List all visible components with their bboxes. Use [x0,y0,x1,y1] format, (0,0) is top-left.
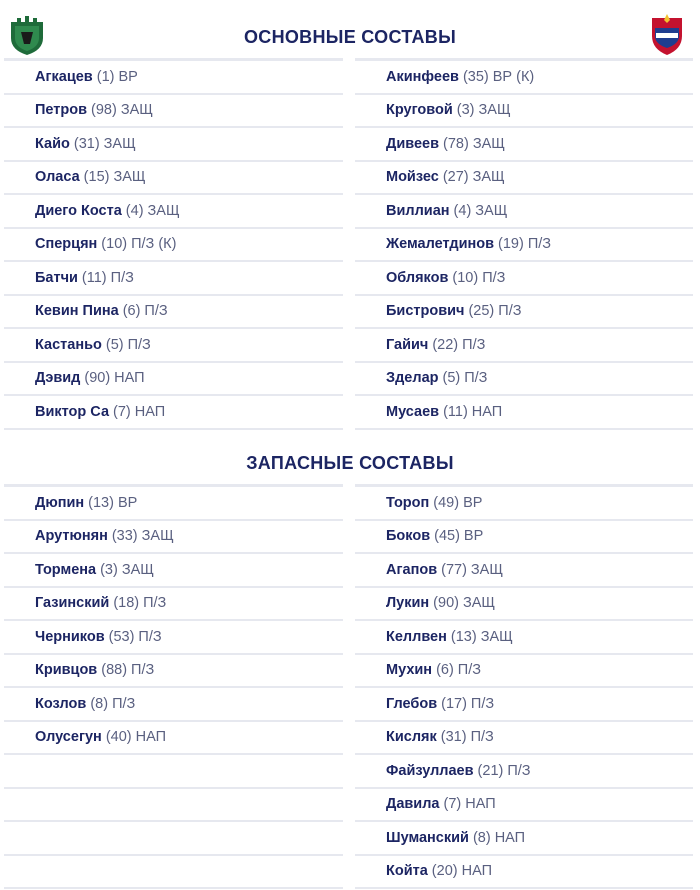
player-position: ЗАЩ [103,135,136,152]
player-position: ЗАЩ [470,561,503,578]
player-name: Дэвид [35,370,81,387]
player-position: П/З [143,595,167,612]
player-name: Жемалетдинов [386,236,495,253]
player-row [4,229,343,263]
player-number: (45) [434,528,460,545]
player-name: Газинский [35,595,110,612]
player-row [4,588,343,622]
player-position: ЗАЩ [462,595,495,612]
player-row [355,688,693,722]
player-row [355,822,693,856]
player-name: Круговой [386,102,453,119]
player-position: П/З [127,336,151,353]
player-name: Файзуллаев [386,762,474,779]
subs-home-list [4,484,343,889]
player-position: ЗАЩ [120,102,153,119]
player-number: (19) [498,236,524,253]
player-name: Агкацев [35,68,93,85]
player-number: (49) [433,494,460,511]
player-number: (90) [84,370,111,387]
player-row [4,296,343,330]
player-position: П/З [464,370,488,387]
player-name: Козлов [35,695,87,712]
player-number: (40) [105,729,132,746]
player-number: (11) [443,403,468,420]
player-row [355,487,693,521]
player-name: Петров [35,102,88,119]
player-row [4,396,343,430]
player-name: Дивеев [386,135,440,152]
player-name: Агапов [386,561,438,578]
player-name: Виллиан [386,202,450,219]
player-position: ВР (К) [492,68,535,85]
player-name: Батчи [35,269,78,286]
player-row [4,688,343,722]
player-name: Мухин [386,662,433,679]
player-position: ЗАЩ [478,102,511,119]
player-row [355,554,693,588]
player-position: ЗАЩ [472,135,505,152]
player-position: ЗАЩ [472,169,505,186]
player-position: НАП [471,403,503,420]
player-position: П/З [482,269,506,286]
player-row [355,195,693,229]
player-row [355,621,693,655]
player-row [4,128,343,162]
player-name: Кевин Пина [35,303,119,320]
player-name: Оласа [35,169,80,186]
player-row [355,363,693,397]
player-row [4,655,343,689]
player-row [355,329,693,363]
player-number: (6) [436,662,454,679]
player-position: НАП [135,729,167,746]
player-number: (78) [443,135,469,152]
player-number: (7) [443,796,462,813]
player-position: НАП [465,796,496,813]
player-row [4,487,343,521]
player-number: (3) [456,102,475,119]
player-position: ЗАЩ [147,202,180,219]
player-number: (1) [96,68,115,85]
player-row [4,162,343,196]
player-row [4,554,343,588]
player-row [355,162,693,196]
starting-home-list [4,58,343,430]
player-number: (10) [101,236,128,253]
player-row [4,521,343,555]
player-name: Гайич [386,336,429,353]
player-number: (3) [100,561,118,578]
player-row [355,655,693,689]
player-position: НАП [494,829,526,846]
player-number: (5) [442,370,461,387]
player-number: (31) [73,135,100,152]
starting-away-list [355,58,693,430]
player-row [355,128,693,162]
player-number: (98) [91,102,117,119]
player-row [4,61,343,95]
player-row [355,755,693,789]
player-row [355,856,693,890]
player-number: (33) [111,528,138,545]
player-row [4,755,343,789]
player-name: Келлвен [386,628,447,645]
player-position: П/З [144,303,168,320]
player-position: НАП [461,863,492,880]
player-position: ВР [463,494,483,511]
player-number: (8) [472,829,491,846]
player-name: Олусегун [35,729,102,746]
player-name: Арутюнян [35,528,108,545]
player-number: (4) [453,202,472,219]
player-position: П/З (К) [131,236,177,253]
player-name: Дюпин [35,494,85,511]
player-name: Давила [386,796,440,813]
player-position: ЗАЩ [475,202,508,219]
player-row [355,588,693,622]
player-row [4,621,343,655]
player-name: Лукин [386,595,430,612]
player-name: Шуманский [386,829,469,846]
player-number: (4) [125,202,144,219]
player-name: Кайо [35,135,70,152]
player-row [355,262,693,296]
player-number: (27) [442,169,469,186]
player-number: (20) [431,863,458,880]
player-name: Мойзес [386,169,439,186]
player-number: (31) [440,729,467,746]
player-row [4,329,343,363]
player-position: П/З [138,628,162,645]
player-number: (90) [433,595,459,612]
player-name: Черников [35,628,105,645]
player-number: (53) [108,628,135,645]
player-number: (17) [441,695,467,712]
player-number: (11) [81,269,107,286]
player-name: Зделар [386,370,439,387]
player-row [355,722,693,756]
player-name: Тороп [386,494,430,511]
player-position: НАП [134,403,166,420]
player-position: ВР [117,494,138,511]
substitutes-title: ЗАПАСНЫЕ СОСТАВЫ [246,453,454,473]
player-name: Боков [386,528,431,545]
player-number: (13) [450,628,477,645]
player-position: ВР [463,528,484,545]
player-number: (6) [122,303,141,320]
player-row [4,195,343,229]
player-position: П/З [131,662,155,679]
player-name: Кастаньо [35,336,102,353]
player-number: (8) [90,695,109,712]
player-row [355,61,693,95]
player-name: Обляков [386,269,449,286]
player-name: Койта [386,863,428,880]
player-row [355,296,693,330]
player-number: (5) [105,336,124,353]
starting-lineups-title: ОСНОВНЫЕ СОСТАВЫ [243,27,456,47]
player-name: Тормена [35,561,97,578]
player-number: (22) [432,336,459,353]
player-name: Виктор Са [35,403,110,420]
player-number: (88) [101,662,128,679]
player-name: Мусаев [386,403,440,420]
player-row [4,789,343,823]
player-position: П/З [507,762,531,779]
player-position: П/З [470,695,495,712]
player-position: П/З [110,269,134,286]
player-number: (13) [88,494,114,511]
player-name: Диего Коста [35,202,122,219]
player-number: (18) [113,595,140,612]
player-row [4,856,343,890]
player-position: П/З [457,662,482,679]
player-name: Акинфеев [386,68,459,85]
player-position: ЗАЩ [113,169,146,186]
subs-away-list [355,484,693,889]
player-position: ЗАЩ [141,528,174,545]
player-name: Кисляк [386,729,437,746]
player-position: П/З [470,729,494,746]
player-row [4,363,343,397]
player-number: (7) [113,403,131,420]
player-position: П/З [112,695,136,712]
player-position: ВР [118,68,138,85]
player-number: (25) [468,303,495,320]
player-name: Сперцян [35,236,98,253]
player-position: ЗАЩ [121,561,154,578]
player-number: (77) [441,561,467,578]
player-row [4,722,343,756]
player-row [355,396,693,430]
player-name: Бистрович [386,303,465,320]
player-number: (35) [462,68,489,85]
player-name: Кривцов [35,662,98,679]
player-number: (21) [477,762,504,779]
player-position: НАП [114,370,145,387]
player-number: (10) [452,269,479,286]
player-row [355,229,693,263]
player-name: Глебов [386,695,438,712]
player-number: (15) [83,169,110,186]
player-row [355,789,693,823]
player-position: П/З [498,303,522,320]
player-row [4,95,343,129]
player-row [4,822,343,856]
player-row [355,95,693,129]
player-row [355,521,693,555]
player-position: П/З [462,336,486,353]
player-position: П/З [527,236,552,253]
player-row [4,262,343,296]
player-position: ЗАЩ [480,628,513,645]
